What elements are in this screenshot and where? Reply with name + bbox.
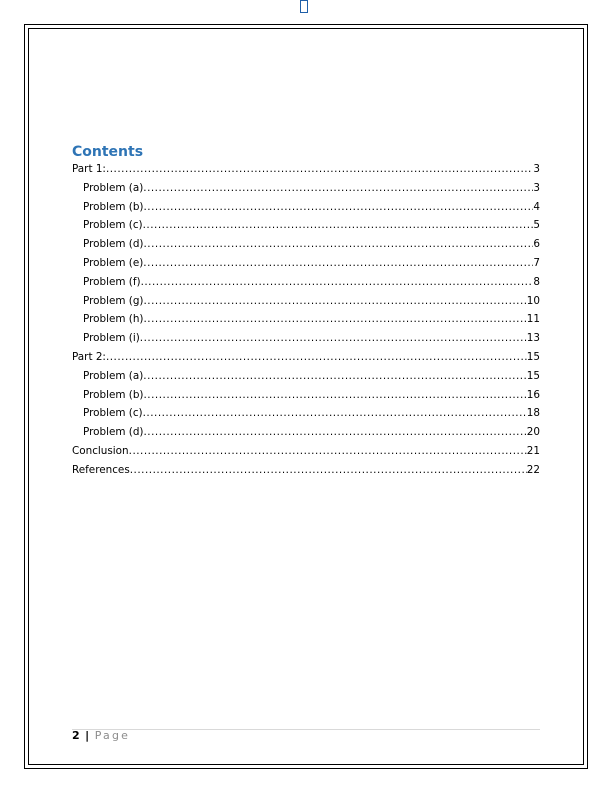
toc-entry-label: Problem (e): [83, 256, 144, 269]
toc-entry[interactable]: [72, 329, 540, 348]
toc-entry-page: 18: [526, 407, 540, 420]
toc-entry-label: Problem (a): [83, 369, 144, 382]
toc-entry[interactable]: [72, 179, 540, 198]
toc-dot-leader: [106, 348, 527, 367]
toc-dot-leader: [140, 329, 527, 348]
toc-entry[interactable]: [72, 254, 540, 273]
table-of-contents: [72, 160, 540, 480]
page-footer: [72, 729, 130, 743]
toc-entry-page: 7: [533, 256, 540, 269]
toc-entry-label: Part 2:: [72, 350, 106, 363]
toc-entry-label: Problem (f): [83, 275, 141, 288]
toc-entry[interactable]: [72, 461, 540, 480]
toc-entry[interactable]: [72, 348, 540, 367]
footer-separator: |: [85, 729, 90, 742]
toc-dot-leader: [144, 235, 534, 254]
toc-entry-label: References: [72, 463, 130, 476]
header-placeholder-glyph: [300, 0, 308, 13]
toc-heading: Contents: [72, 144, 144, 160]
toc-dot-leader: [141, 273, 534, 292]
toc-entry-page: 6: [533, 238, 540, 251]
toc-entry-label: Problem (b): [83, 388, 144, 401]
toc-entry-page: 21: [526, 444, 540, 457]
toc-entry-label: Problem (c): [83, 407, 143, 420]
toc-entry-label: Conclusion: [72, 444, 129, 457]
toc-entry-page: 13: [526, 332, 540, 345]
toc-dot-leader: [144, 198, 534, 217]
toc-entry-page: 8: [533, 275, 540, 288]
toc-entry-page: 10: [526, 294, 540, 307]
toc-dot-leader: [144, 423, 527, 442]
toc-entry-label: Problem (d): [83, 426, 144, 439]
toc-entry-page: 11: [526, 313, 540, 326]
toc-entry-page: 3: [533, 181, 540, 194]
toc-entry[interactable]: [72, 442, 540, 461]
toc-entry[interactable]: [72, 386, 540, 405]
toc-entry-page: 15: [526, 369, 540, 382]
toc-entry[interactable]: [72, 423, 540, 442]
footer-page-number: 2: [72, 729, 80, 742]
toc-entry[interactable]: [72, 198, 540, 217]
toc-entry-page: 3: [533, 163, 540, 175]
toc-dot-leader: [143, 404, 527, 423]
toc-entry[interactable]: [72, 404, 540, 423]
toc-entry-label: Problem (i): [83, 332, 140, 345]
toc-entry-page: 20: [526, 426, 540, 439]
toc-entry-page: 5: [533, 219, 540, 232]
toc-entry-label: Problem (g): [83, 294, 144, 307]
toc-dot-leader: [143, 216, 534, 235]
toc-entry-label: Problem (b): [83, 200, 144, 213]
toc-entry-page: 4: [533, 200, 540, 213]
toc-entry-page: 22: [526, 463, 540, 476]
toc-entry[interactable]: [72, 292, 540, 311]
toc-dot-leader: [143, 367, 527, 386]
toc-entry[interactable]: [72, 273, 540, 292]
toc-entry[interactable]: [72, 310, 540, 329]
toc-dot-leader: [143, 254, 533, 273]
toc-entry[interactable]: [72, 216, 540, 235]
toc-entry[interactable]: [72, 235, 540, 254]
toc-dot-leader: [144, 292, 527, 311]
toc-entry-page: 16: [526, 388, 540, 401]
toc-dot-leader: [129, 442, 527, 461]
toc-dot-leader: [144, 386, 527, 405]
toc-dot-leader: [106, 160, 533, 179]
footer-page-label: Page: [94, 729, 131, 742]
toc-dot-leader: [143, 310, 526, 329]
toc-dot-leader: [130, 461, 527, 480]
toc-entry[interactable]: [72, 367, 540, 386]
toc-entry-label: Part 1:: [72, 163, 106, 175]
toc-entry-label: Problem (c): [83, 219, 143, 232]
footer-divider: [72, 729, 540, 730]
toc-entry-page: 15: [526, 350, 540, 363]
toc-entry-label: Problem (h): [83, 313, 144, 326]
toc-entry-label: Problem (d): [83, 238, 144, 251]
toc-dot-leader: [143, 179, 533, 198]
toc-entry[interactable]: [72, 160, 540, 179]
toc-entry-label: Problem (a): [83, 181, 144, 194]
